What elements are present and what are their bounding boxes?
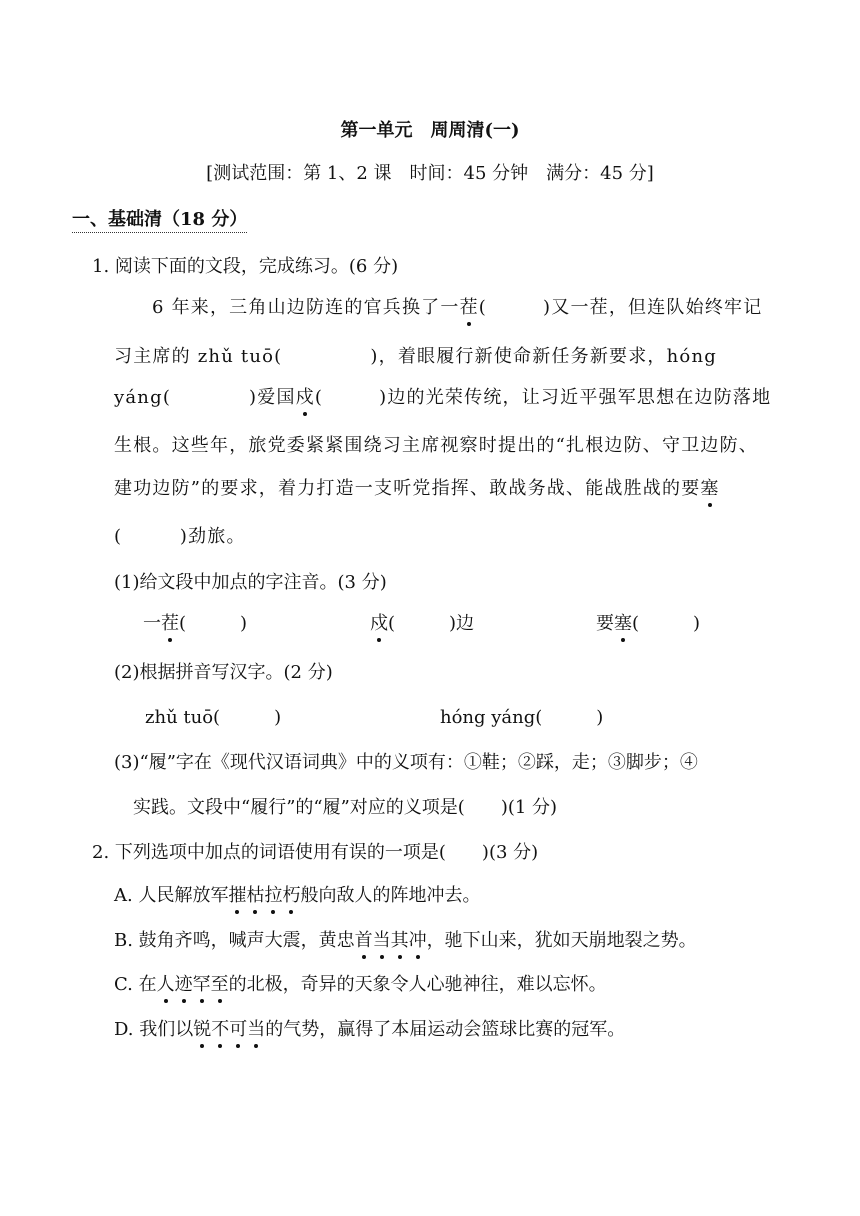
dotted-char: 其 [391,926,409,952]
dotted-char: 至 [211,970,229,996]
q1-sub3-line-2[interactable]: 实践。文段中“履行”的“履”对应的义项是( )(1 分) [133,797,558,818]
dotted-char: 锐 [193,1015,211,1041]
q1-passage-line-6: ( )劲旅。 [114,526,246,547]
q2-option-b[interactable]: B. 鼓角齐鸣，喊声大震，黄忠首当其冲，驰下山来，犹如天崩地裂之势。 [114,926,697,952]
dotted-char: 冲 [409,926,427,952]
dotted-char: 可 [229,1015,247,1041]
q1-sub2-item-b[interactable]: hóng yáng( ) [440,707,604,728]
test-scope: [测试范围：第 1、2 课 时间：45 分钟 满分：45 分] [206,163,654,184]
q1-sub1-item-c[interactable]: 要塞( ) [596,609,700,635]
q1-passage-line-1: 6 年来，三角山边防连的官兵换了一茬( )又一茬，但连队始终牢记 [152,293,762,319]
dotted-char: 当 [247,1015,265,1041]
dotted-char: 茬 [460,293,479,319]
q1-sub3-line-1: (3)“履”字在《现代汉语词典》中的义项有：①鞋；②踩，走；③脚步；④ [114,752,698,773]
section-heading-basics: 一、基础清（18 分） [72,205,247,233]
dotted-char: 塞 [700,474,719,500]
dotted-char: 茬 [161,609,179,635]
q2-option-a[interactable]: A. 人民解放军摧枯拉朽般向敌人的阵地冲去。 [114,881,480,907]
dotted-char: 戍 [370,609,388,635]
q1-sub1-item-a[interactable]: 一茬( ) [143,609,247,635]
dotted-char: 拉 [264,881,282,907]
dotted-char: 戍 [296,383,315,409]
q1-passage-line-2: 习主席的 zhǔ tuō( )，着眼履行新使命新任务新要求，hóng [114,346,717,367]
dotted-char: 不 [211,1015,229,1041]
q1-stem: 1. 阅读下面的文段，完成练习。(6 分) [92,256,399,277]
q1-passage-line-3: yáng( )爱国戍( )边的光荣传统，让习近平强军思想在边防落地 [114,383,771,409]
dotted-char: 首 [355,926,373,952]
q2-option-d[interactable]: D. 我们以锐不可当的气势，赢得了本届运动会篮球比赛的冠军。 [114,1015,625,1041]
dotted-char: 当 [373,926,391,952]
q1-sub1-item-b[interactable]: 戍( )边 [370,609,474,635]
dotted-char: 罕 [193,970,211,996]
page-title: 第一单元 周周清(一) [340,120,520,141]
dotted-char: 迹 [175,970,193,996]
q2-option-c[interactable]: C. 在人迹罕至的北极，奇异的天象令人心驰神往，难以忘怀。 [114,970,607,996]
dotted-char: 枯 [246,881,264,907]
dotted-char: 塞 [614,609,632,635]
q1-sub2: (2)根据拼音写汉字。(2 分) [114,662,333,683]
q1-passage-line-4: 生根。这些年，旅党委紧紧围绕习主席视察时提出的“扎根边防、守卫边防、 [114,435,758,456]
q1-passage-line-5: 建功边防”的要求，着力打造一支听党指挥、敢战务战、能战胜战的要塞 [114,474,720,500]
q1-sub1: (1)给文段中加点的字注音。(3 分) [114,572,387,593]
dotted-char: 人 [157,970,175,996]
q2-stem: 2. 下列选项中加点的词语使用有误的一项是( )(3 分) [92,842,539,863]
dotted-char: 朽 [282,881,300,907]
dotted-char: 摧 [228,881,246,907]
q1-sub2-item-a[interactable]: zhǔ tuō( ) [145,707,282,728]
